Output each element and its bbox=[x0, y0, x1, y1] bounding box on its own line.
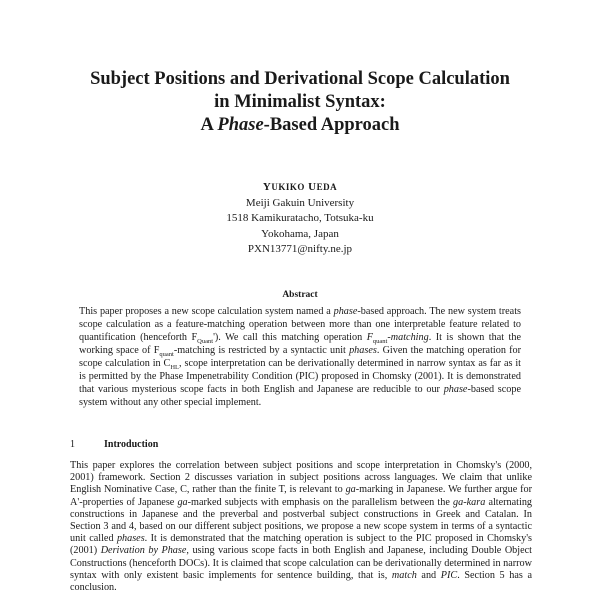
title-line-1: Subject Positions and Derivational Scope Calculation bbox=[90, 69, 510, 89]
abstract-emphasis: phase bbox=[443, 384, 468, 395]
intro-emphasis: match bbox=[391, 569, 417, 581]
section-heading-introduction bbox=[70, 439, 158, 450]
intro-emphasis: PIC bbox=[440, 569, 458, 581]
author-last-initial: U bbox=[308, 181, 317, 193]
intro-text: . Section 5 has a conclusion. bbox=[70, 569, 532, 594]
abstract-paragraph bbox=[79, 305, 521, 409]
abstract-text: '). We call this matching operation bbox=[213, 332, 367, 343]
title-line-2: in Minimalist Syntax: bbox=[214, 92, 386, 112]
title-line-3-prefix: A bbox=[200, 115, 218, 135]
abstract-emphasis: phase bbox=[333, 306, 358, 317]
author-affiliation: Meiji Gakuin University bbox=[245, 196, 355, 209]
abstract-emphasis: F bbox=[366, 332, 373, 343]
section-number: 1 bbox=[70, 439, 75, 450]
abstract-text: , scope interpretation can be derivationally determined in narrow syntax as far as it is permitted by the Phase Impenetrability Condition (PIC) proposed in Chomsky (2001). It is demonstrated that various mysterious scope facts in both English and Japanese are reducible to our bbox=[79, 358, 522, 395]
author-email: PXN13771@nifty.ne.jp bbox=[247, 243, 353, 255]
introduction-paragraph bbox=[70, 460, 532, 594]
section-title: Introduction bbox=[104, 439, 159, 450]
intro-text: alternating constructions in Japanese and the preverbal and postverbal subject constructions in Greek and Catalan. In Section 3 and 4, based on our different subject positions, we propose a new scope system in terms of a syntactic unit called bbox=[70, 496, 533, 545]
intro-text: . It is demonstrated that the matching operation is subject to the PIC proposed in Chomsky's (2001) bbox=[70, 533, 532, 557]
intro-text: -marking in Japanese. We further argue for A'-properties of Japanese bbox=[70, 484, 532, 508]
abstract-text: . Given the matching operation for scope calculation in C bbox=[79, 345, 522, 369]
abstract-body bbox=[79, 305, 521, 409]
author-address-2: Yokohama, Japan bbox=[261, 227, 339, 240]
abstract-text: This paper proposes a new scope calculation system named a bbox=[79, 306, 334, 317]
intro-text: This paper explores the correlation between subject positions and scope interpretation in Chomsky's (2000, 2001) framework. Section 2 discusses variation in subject positions across languages. We claim that unlike English Nominative Case, C, rather than the finite T, is relevant to bbox=[70, 460, 532, 496]
abstract-subscript: HL bbox=[170, 364, 180, 372]
abstract-text: -matching is restricted by a syntactic unit bbox=[173, 345, 350, 356]
abstract-subscript: Quant bbox=[197, 338, 214, 346]
author-last-rest: EDA bbox=[316, 182, 338, 192]
abstract-subscript: quant bbox=[372, 338, 388, 346]
intro-emphasis: ga-kara bbox=[453, 496, 486, 508]
author-address-1: 1518 Kamikuratacho, Totsuka-ku bbox=[226, 212, 374, 224]
author-block bbox=[0, 180, 600, 258]
paper-title bbox=[0, 68, 600, 137]
intro-emphasis: Derivation by Phase bbox=[100, 545, 187, 557]
intro-text: and bbox=[416, 569, 441, 581]
intro-emphasis: phases bbox=[116, 533, 145, 545]
abstract-text: -based approach. The new system treats scope calculation as a feature-matching operation between more than one interpretable feature related to quantification (henceforth F bbox=[79, 306, 521, 343]
abstract-heading: Abstract bbox=[282, 290, 318, 300]
author-first-rest: UKIKO bbox=[271, 182, 305, 192]
abstract-text: . It is shown that the working space of F bbox=[79, 332, 521, 356]
abstract-emphasis: phases bbox=[349, 345, 377, 356]
title-line-3-italic: Phase bbox=[217, 115, 264, 135]
title-line-3 bbox=[0, 114, 600, 137]
intro-emphasis: ga bbox=[177, 496, 188, 508]
abstract-emphasis: -matching bbox=[387, 332, 429, 343]
intro-text: , using various scope facts in both English and Japanese, including Double Object Constructions (henceforth DOCs). It is claimed that scope calculation can be derivationally determined in narrow syntax with only existent basic implements for sentence building, that is, bbox=[70, 545, 532, 581]
introduction-body bbox=[70, 460, 532, 594]
abstract-text: -based scope system without any other special implement. bbox=[79, 384, 521, 408]
author-first-initial: Y bbox=[262, 181, 272, 193]
intro-text: -marked subjects with emphasis on the parallelism between the bbox=[187, 496, 454, 508]
title-line-3-suffix: -Based Approach bbox=[263, 115, 400, 135]
intro-emphasis: ga bbox=[345, 484, 356, 496]
author-name bbox=[0, 180, 600, 196]
abstract-subscript: quant bbox=[159, 351, 174, 359]
